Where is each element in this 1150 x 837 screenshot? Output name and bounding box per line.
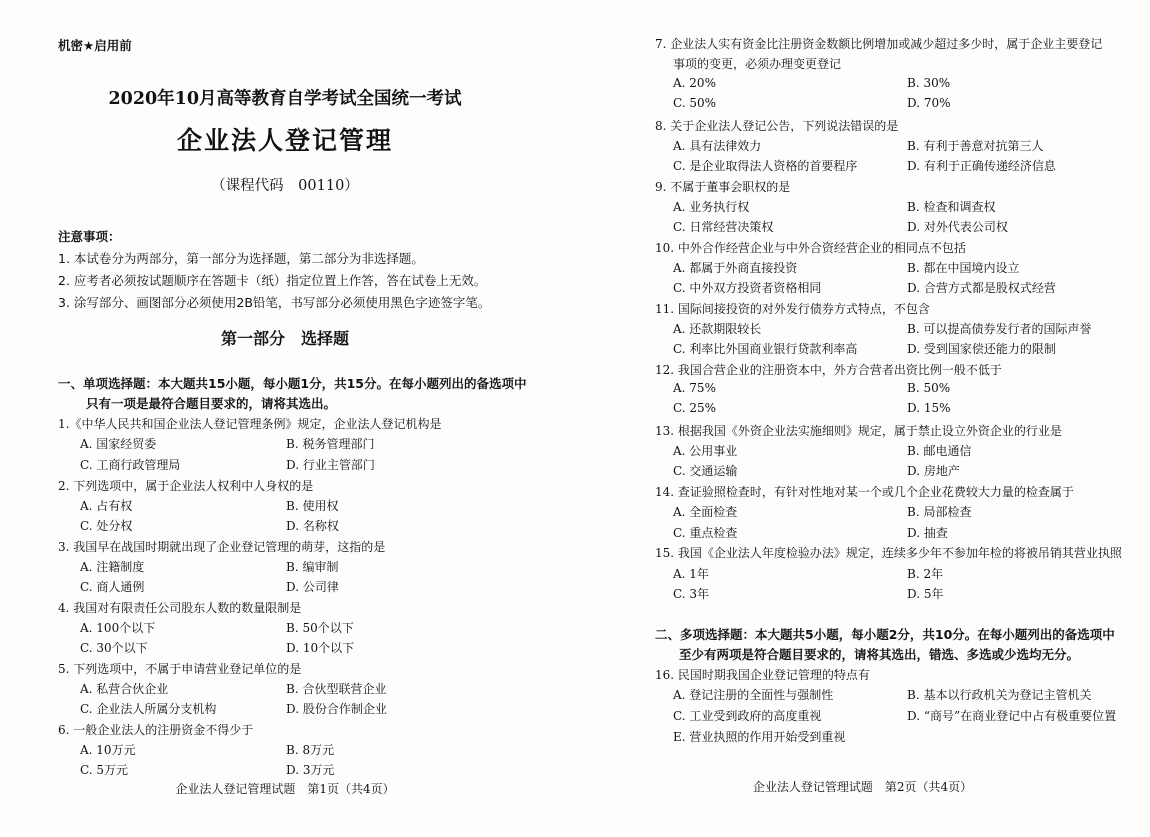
option: B. 局部检查 <box>907 505 972 519</box>
notice-heading: 注意事项： <box>58 229 121 244</box>
option: D. 3万元 <box>286 763 335 777</box>
option: A. 国家经贸委 <box>80 437 157 451</box>
option: B. 可以提高债券发行者的国际声誉 <box>907 322 1092 336</box>
option: A. 业务执行权 <box>673 200 750 214</box>
option: A. 私营合伙企业 <box>80 682 169 696</box>
question-stem: 15. 我国《企业法人年度检验办法》规定，连续多少年不参加年检的将被吊销其营业执照 <box>655 546 1122 560</box>
question-stem: 11. 国际间接投资的对外发行债券方式特点，不包含 <box>655 302 930 316</box>
subject-title: 企业法人登记管理 <box>176 126 393 155</box>
question-stem-cont: 事项的变更，必须办理变更登记 <box>673 57 842 71</box>
question-stem: 4. 我国对有限责任公司股东人数的数量限制是 <box>58 601 302 615</box>
option: B. 都在中国境内设立 <box>907 261 1020 275</box>
option: C. 5万元 <box>80 763 129 777</box>
question-stem: 8. 关于企业法人登记公告，下列说法错误的是 <box>655 119 899 133</box>
option: D. 有利于正确传递经济信息 <box>907 159 1056 173</box>
option: D. 10个以下 <box>286 641 355 655</box>
section-one-heading-cont: 只有一项是最符合题目要求的，请将其选出。 <box>86 396 337 411</box>
option: A. 全面检查 <box>673 505 738 519</box>
page-footer: 企业法人登记管理试题 第1页（共4页） <box>175 782 395 796</box>
exam-title: 2020年10月高等教育自学考试全国统一考试 <box>108 89 462 109</box>
option: D. 房地产 <box>907 464 960 478</box>
option: C. 利率比外国商业银行贷款利率高 <box>673 342 858 356</box>
option: B. 使用权 <box>286 499 339 513</box>
option: D. “商号”在商业登记中占有极重要位置 <box>907 709 1117 723</box>
option: A. 还款期限较长 <box>673 322 762 336</box>
option: D. 股份合作制企业 <box>286 702 387 716</box>
question-stem: 7. 企业法人实有资金比注册资金数额比例增加或减少超过多少时，属于企业主要登记 <box>655 37 1103 51</box>
option: D. 合营方式都是股权式经营 <box>907 281 1056 295</box>
option: A. 10万元 <box>80 743 136 757</box>
option: B. 50% <box>907 381 951 395</box>
notice-item: 3. 涂写部分、画图部分必须使用2B铅笔，书写部分必须使用黑色字迹签字笔。 <box>58 295 491 310</box>
section-two-heading: 二、多项选择题：本大题共5小题，每小题2分，共10分。在每小题列出的备选项中 <box>655 627 1115 642</box>
question-stem: 13. 根据我国《外资企业法实施细则》规定，属于禁止设立外资企业的行业是 <box>655 424 1062 438</box>
part-one-title: 第一部分 选择题 <box>220 329 349 348</box>
option: A. 20% <box>673 76 716 90</box>
option: A. 占有权 <box>80 499 133 513</box>
notice-item: 1. 本试卷分为两部分，第一部分为选择题，第二部分为非选择题。 <box>58 251 424 266</box>
option: A. 注籍制度 <box>80 560 145 574</box>
option: B. 编审制 <box>286 560 339 574</box>
option: C. 企业法人所属分支机构 <box>80 702 217 716</box>
question-stem: 3. 我国早在战国时期就出现了企业登记管理的萌芽，这指的是 <box>58 540 386 554</box>
question-stem: 6. 一般企业法人的注册资金不得少于 <box>58 723 254 737</box>
option: B. 邮电通信 <box>907 444 972 458</box>
option: A. 1年 <box>673 567 709 581</box>
option: A. 75% <box>673 381 716 395</box>
option: B. 检查和调查权 <box>907 200 996 214</box>
option: C. 工业受到政府的高度重视 <box>673 709 822 723</box>
question-stem: 2. 下列选项中，属于企业法人权利中人身权的是 <box>58 479 314 493</box>
option: A. 具有法律效力 <box>673 139 762 153</box>
option: D. 70% <box>907 96 951 110</box>
option: A. 公用事业 <box>673 444 738 458</box>
option: B. 30% <box>907 76 951 90</box>
section-two-heading-cont: 至少有两项是符合题目要求的，请将其选出，错选、多选或少选均无分。 <box>679 647 1080 662</box>
section-one-heading: 一、单项选择题：本大题共15小题，每小题1分，共15分。在每小题列出的备选项中 <box>58 376 527 391</box>
course-code: （课程代码 00110） <box>211 178 359 194</box>
option: B. 合伙型联营企业 <box>286 682 387 696</box>
page-footer: 企业法人登记管理试题 第2页（共4页） <box>752 780 973 794</box>
option: C. 重点检查 <box>673 526 738 540</box>
option: C. 处分权 <box>80 519 133 533</box>
option: C. 商人通例 <box>80 580 145 594</box>
option: C. 是企业取得法人资格的首要程序 <box>673 159 858 173</box>
option: D. 抽查 <box>907 526 948 540</box>
option: E. 营业执照的作用开始受到重视 <box>673 730 846 744</box>
option: B. 50个以下 <box>286 621 354 635</box>
question-stem: 1.《中华人民共和国企业法人登记管理条例》规定，企业法人登记机构是 <box>58 417 442 431</box>
option: C. 3年 <box>673 587 710 601</box>
exam-page-2 <box>575 0 1150 837</box>
option: A. 都属于外商直接投资 <box>673 261 798 275</box>
question-stem: 9. 不属于董事会职权的是 <box>655 180 791 194</box>
option: D. 名称权 <box>286 519 339 533</box>
option: C. 25% <box>673 401 717 415</box>
question-stem: 16. 民国时期我国企业登记管理的特点有 <box>655 668 870 682</box>
question-stem: 5. 下列选项中，不属于申请营业登记单位的是 <box>58 662 302 676</box>
option: C. 日常经营决策权 <box>673 220 774 234</box>
option: D. 15% <box>907 401 951 415</box>
option: B. 8万元 <box>286 743 335 757</box>
option: A. 100个以下 <box>80 621 156 635</box>
option: B. 有利于善意对抗第三人 <box>907 139 1044 153</box>
question-stem: 12. 我国合营企业的注册资本中，外方合营者出资比例一般不低于 <box>655 363 1002 377</box>
option: D. 受到国家偿还能力的限制 <box>907 342 1056 356</box>
option: C. 交通运输 <box>673 464 738 478</box>
option: B. 2年 <box>907 567 944 581</box>
option: C. 30个以下 <box>80 641 148 655</box>
notice-item: 2. 应考者必须按试题顺序在答题卡（纸）指定位置上作答，答在试卷上无效。 <box>58 273 487 288</box>
option: C. 50% <box>673 96 717 110</box>
option: C. 中外双方投资者资格相同 <box>673 281 822 295</box>
question-stem: 14. 查证验照检查时，有针对性地对某一个或几个企业花费较大力量的检查属于 <box>655 485 1074 499</box>
confidential-label: 机密★启用前 <box>58 38 132 53</box>
option: D. 5年 <box>907 587 944 601</box>
option: B. 税务管理部门 <box>286 437 375 451</box>
option: D. 对外代表公司权 <box>907 220 1008 234</box>
option: C. 工商行政管理局 <box>80 458 181 472</box>
option: D. 公司律 <box>286 580 339 594</box>
option: A. 登记注册的全面性与强制性 <box>673 688 834 702</box>
option: D. 行业主管部门 <box>286 458 375 472</box>
option: B. 基本以行政机关为登记主管机关 <box>907 688 1092 702</box>
question-stem: 10. 中外合作经营企业与中外合资经营企业的相同点不包括 <box>655 241 966 255</box>
